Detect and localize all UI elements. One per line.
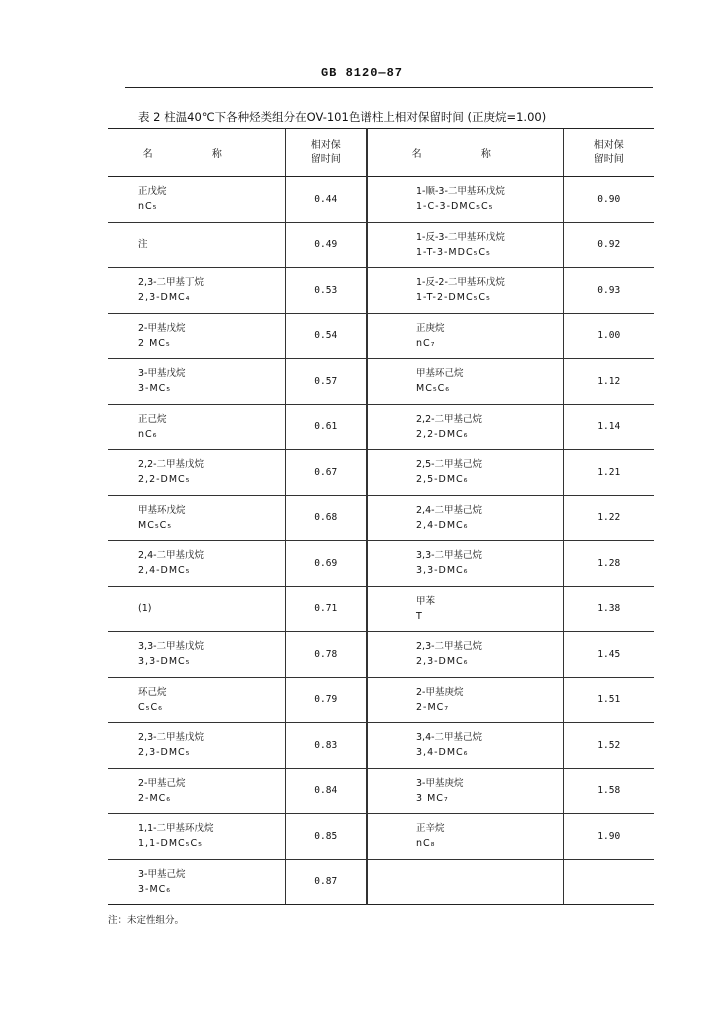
compound-name-cell: [367, 268, 563, 314]
compound-name: 环己烷: [138, 686, 167, 698]
retention-time-value: 1.28: [563, 541, 654, 587]
table-header-row: [108, 129, 654, 177]
table-row: [108, 677, 654, 723]
table-row: [108, 268, 654, 314]
retention-time-value: 0.85: [285, 814, 367, 860]
compound-name: 3,4-二甲基己烷: [416, 732, 483, 744]
compound-abbreviation: 3-MC₅: [138, 383, 172, 395]
compound-name: 1-反-3-二甲基环戊烷: [416, 231, 505, 243]
retention-time-value: 1.45: [563, 632, 654, 678]
compound-name: 2-甲基戊烷: [138, 322, 186, 334]
compound-name-cell: [108, 586, 285, 632]
compound-abbreviation: nC₅: [138, 201, 158, 213]
compound-abbreviation: 3,3-DMC₅: [138, 656, 191, 668]
retention-time-value: 0.93: [563, 268, 654, 314]
compound-name-cell: [108, 359, 285, 405]
compound-name: 甲苯: [416, 595, 436, 607]
compound-abbreviation: 2,2-DMC₅: [138, 474, 191, 486]
compound-abbreviation: 2,3-DMC₄: [138, 292, 191, 304]
table-caption: 表 2 柱温40℃下各种烃类组分在OV-101色谱柱上相对保留时间 (正庚烷=1.00): [138, 110, 547, 124]
compound-abbreviation: 3,3-DMC₆: [416, 565, 469, 577]
compound-name-cell: [108, 859, 285, 905]
compound-abbreviation: 1-T-2-DMC₅C₅: [416, 292, 491, 304]
table-row: [108, 313, 654, 359]
compound-name-cell: [108, 768, 285, 814]
compound-abbreviation: nC₈: [416, 838, 436, 850]
compound-abbreviation: 2,3-DMC₆: [416, 656, 469, 668]
compound-name-cell: [367, 177, 563, 223]
header-rule: [125, 87, 653, 88]
retention-time-value: 0.84: [285, 768, 367, 814]
compound-name-cell: [108, 313, 285, 359]
retention-time-value: 1.21: [563, 450, 654, 496]
compound-name-cell: [108, 222, 285, 268]
compound-name: 甲基环己烷: [416, 368, 464, 380]
compound-name-cell: [108, 677, 285, 723]
compound-name-cell: [367, 632, 563, 678]
compound-name: 注: [138, 239, 148, 251]
compound-name-cell: [108, 541, 285, 587]
retention-time-value: 1.52: [563, 723, 654, 769]
compound-name: 1-顺-3-二甲基环戊烷: [416, 186, 505, 198]
column-header-time-line1: 相对保: [310, 139, 341, 151]
compound-name-cell: [367, 677, 563, 723]
retention-time-value: 0.61: [285, 404, 367, 450]
compound-abbreviation: 2 MC₅: [138, 337, 171, 349]
retention-time-value: 0.92: [563, 222, 654, 268]
column-header-time-right-line1: 相对保: [593, 139, 624, 151]
retention-time-value: 0.79: [285, 677, 367, 723]
compound-name: 2,5-二甲基己烷: [416, 459, 483, 471]
table-row: [108, 541, 654, 587]
table-row: [108, 450, 654, 496]
compound-name-cell: [367, 768, 563, 814]
compound-name: 3-甲基庚烷: [416, 777, 464, 789]
compound-name-cell: [367, 222, 563, 268]
retention-time-value: 0.68: [285, 495, 367, 541]
compound-name-cell: [108, 814, 285, 860]
retention-time-value: 1.58: [563, 768, 654, 814]
compound-abbreviation: 3 MC₇: [416, 792, 449, 804]
retention-time-table: [108, 128, 654, 905]
compound-name: 甲基环戊烷: [138, 504, 186, 516]
retention-time-value: 0.57: [285, 359, 367, 405]
compound-name: 1-反-2-二甲基环戊烷: [416, 277, 505, 289]
table-row: [108, 359, 654, 405]
compound-abbreviation: 2-MC₇: [416, 701, 450, 713]
compound-name-cell: [367, 541, 563, 587]
compound-name-cell: [367, 359, 563, 405]
retention-time-value: 0.53: [285, 268, 367, 314]
table-row: [108, 586, 654, 632]
table-row: [108, 632, 654, 678]
compound-name-cell: [108, 495, 285, 541]
compound-abbreviation: 1-C-3-DMC₅C₅: [416, 201, 494, 213]
compound-name: 正辛烷: [416, 823, 445, 835]
compound-name-cell: [367, 859, 563, 905]
compound-name-cell: [367, 723, 563, 769]
retention-time-value: [563, 859, 654, 905]
compound-abbreviation: T: [416, 610, 423, 622]
compound-abbreviation: 1,1-DMC₅C₅: [138, 838, 203, 850]
table-row: [108, 222, 654, 268]
column-header-time-line2: 留时间: [310, 153, 341, 165]
compound-name-cell: [367, 313, 563, 359]
compound-abbreviation: 2,5-DMC₆: [416, 474, 469, 486]
table-row: [108, 814, 654, 860]
compound-name: 3,3-二甲基己烷: [416, 550, 483, 562]
compound-name-cell: [108, 632, 285, 678]
retention-time-value: 0.78: [285, 632, 367, 678]
compound-name-cell: [367, 450, 563, 496]
compound-name: 正庚烷: [416, 322, 445, 334]
standard-number: GB 8120—87: [320, 66, 403, 80]
table-row: [108, 177, 654, 223]
compound-name: 2,3-二甲基戊烷: [138, 732, 205, 744]
retention-time-value: 0.69: [285, 541, 367, 587]
retention-time-value: 0.67: [285, 450, 367, 496]
retention-time-value: 0.54: [285, 313, 367, 359]
compound-name-cell: [108, 404, 285, 450]
compound-abbreviation: 2,3-DMC₅: [138, 747, 191, 759]
compound-abbreviation: MC₅C₅: [138, 519, 173, 531]
compound-abbreviation: MC₅C₆: [416, 383, 451, 395]
compound-name-cell: [108, 723, 285, 769]
compound-name: 2,3-二甲基己烷: [416, 641, 483, 653]
compound-name: 3-甲基己烷: [138, 868, 186, 880]
compound-name: 2,2-二甲基己烷: [416, 413, 483, 425]
compound-name: 正戊烷: [138, 186, 167, 198]
compound-name-cell: [108, 450, 285, 496]
table-row: [108, 768, 654, 814]
compound-abbreviation: nC₆: [138, 428, 158, 440]
footnote: 注：未定性组分。: [108, 915, 185, 926]
retention-time-value: 0.44: [285, 177, 367, 223]
table-row: [108, 495, 654, 541]
compound-abbreviation: 2-MC₆: [138, 792, 172, 804]
table-row: [108, 859, 654, 905]
compound-name-cell: [367, 404, 563, 450]
compound-name-cell: [367, 586, 563, 632]
compound-name: 正己烷: [138, 413, 167, 425]
compound-name: 1,1-二甲基环戊烷: [138, 823, 214, 835]
compound-abbreviation: 2,4-DMC₆: [416, 519, 469, 531]
table-row: [108, 404, 654, 450]
compound-abbreviation: 2,4-DMC₅: [138, 565, 191, 577]
table-body: [108, 177, 654, 905]
compound-name: 2,4-二甲基戊烷: [138, 550, 205, 562]
retention-time-value: 0.71: [285, 586, 367, 632]
column-header-time-right-line2: 留时间: [593, 153, 624, 165]
compound-abbreviation: 3-MC₆: [138, 883, 172, 895]
retention-time-value: 1.38: [563, 586, 654, 632]
column-header-name-right: 名 称: [367, 129, 563, 177]
compound-name-cell: [108, 268, 285, 314]
column-header-time-right: [563, 129, 654, 177]
compound-name-cell: [367, 814, 563, 860]
table-row: [108, 723, 654, 769]
retention-time-value: 1.12: [563, 359, 654, 405]
compound-name: 2,4-二甲基己烷: [416, 504, 483, 516]
retention-time-value: 1.90: [563, 814, 654, 860]
compound-abbreviation: 1-T-3-MDC₅C₅: [416, 246, 491, 258]
compound-name: 2-甲基己烷: [138, 777, 186, 789]
compound-name: 2-甲基庚烷: [416, 686, 464, 698]
compound-name: 2,2-二甲基戊烷: [138, 459, 205, 471]
column-header-name: 名 称: [108, 129, 285, 177]
compound-abbreviation: nC₇: [416, 337, 436, 349]
compound-name: 3-甲基戊烷: [138, 368, 186, 380]
compound-name: 3,3-二甲基戊烷: [138, 641, 205, 653]
compound-abbreviation: C₅C₆: [138, 701, 163, 713]
retention-time-value: 1.22: [563, 495, 654, 541]
compound-abbreviation: 2,2-DMC₆: [416, 428, 469, 440]
retention-time-value: 0.90: [563, 177, 654, 223]
retention-time-value: 0.87: [285, 859, 367, 905]
compound-abbreviation: 3,4-DMC₆: [416, 747, 469, 759]
retention-time-value: 0.83: [285, 723, 367, 769]
compound-name: (1): [138, 603, 152, 615]
compound-name-cell: [108, 177, 285, 223]
retention-time-value: 0.49: [285, 222, 367, 268]
retention-time-value: 1.00: [563, 313, 654, 359]
compound-name: 2,3-二甲基丁烷: [138, 277, 205, 289]
compound-name-cell: [367, 495, 563, 541]
retention-time-value: 1.51: [563, 677, 654, 723]
column-header-time: [285, 129, 367, 177]
retention-time-value: 1.14: [563, 404, 654, 450]
